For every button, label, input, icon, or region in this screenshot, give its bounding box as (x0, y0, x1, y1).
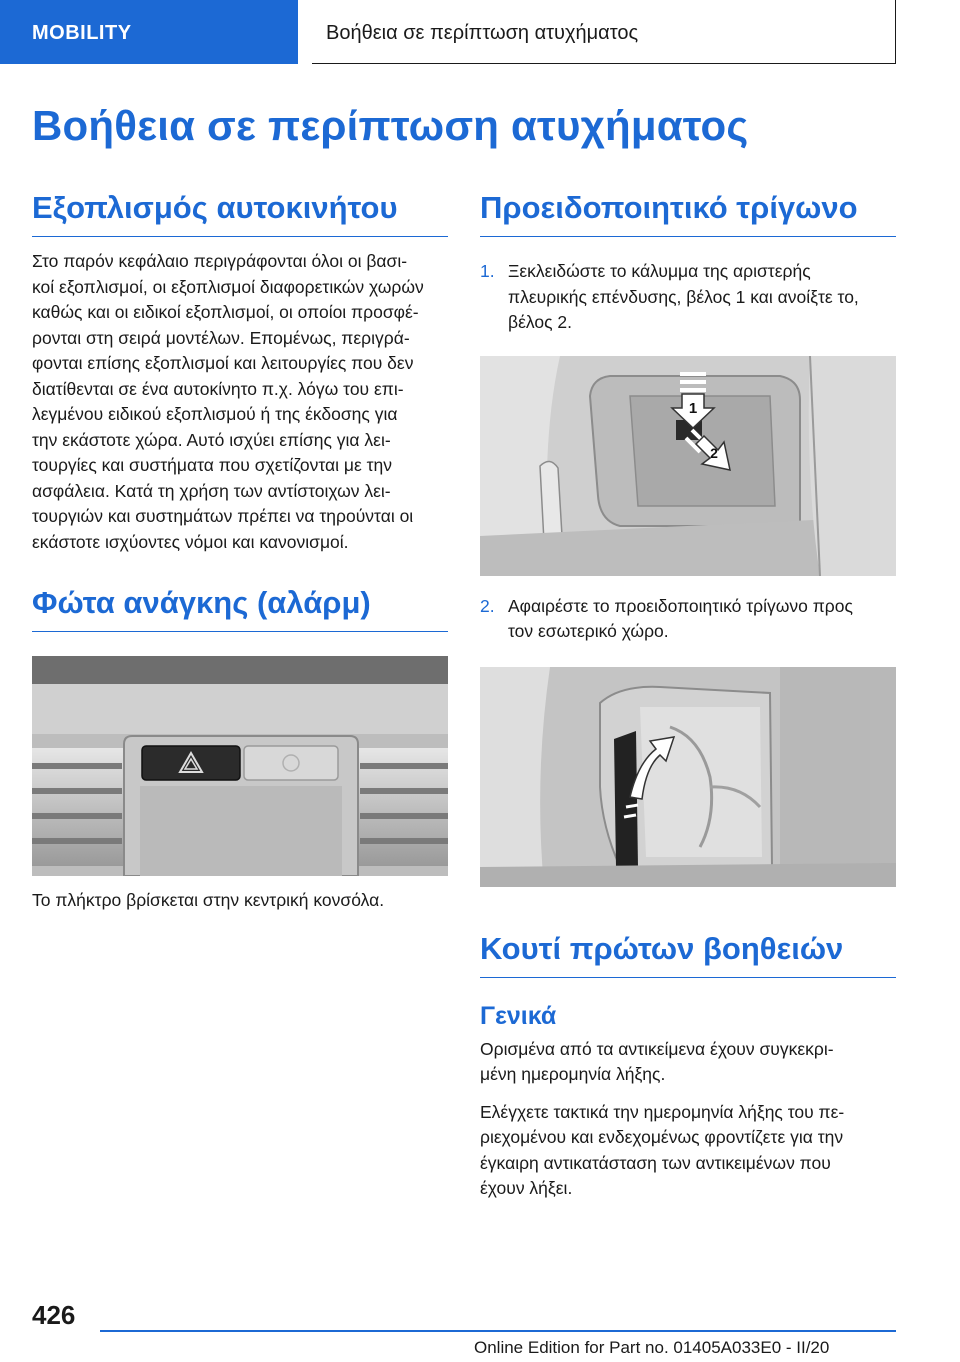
breadcrumb: Βοήθεια σε περίπτωση ατυχήματος (312, 0, 896, 64)
text-line: Ελέγχετε τακτικά την ημερομηνία λήξης του πε‐ (480, 1101, 845, 1122)
console-illustration (32, 656, 448, 876)
first-aid-heading: Κουτί πρώτων βοηθειών (480, 931, 896, 978)
page-number: 426 (32, 1300, 76, 1330)
svg-text:2: 2 (710, 444, 718, 461)
hazard-lights-heading: Φώτα ανάγκης (αλάρμ) (32, 585, 448, 632)
text-line: τουργιών και συστημάτων πρέπει να τηρούνται οι (32, 506, 414, 526)
text-line: φονται επίσης εξοπλισμοί και λειτουργίες που δεν (32, 353, 414, 373)
step-number: 2. (480, 595, 495, 616)
remove-triangle-illustration (480, 667, 896, 887)
text-line: έγκαιρη αντικατάσταση των αντικειμένων που (480, 1152, 831, 1173)
step-number: 1. (480, 261, 495, 281)
text-line: λεγμένου ειδικού εξοπλισμού ή της έκδοσης για (32, 404, 398, 424)
section-tab[interactable]: MOBILITY (0, 0, 298, 64)
hazard-caption: Το πλήκτρο βρίσκεται στην κεντρική κονσόλα. (32, 890, 385, 910)
text-line: τον εσωτερικό χώρο. (508, 621, 669, 641)
text-line: Ξεκλειδώστε το κάλυμμα της αριστερής (508, 261, 811, 281)
hazard-button-image (32, 656, 448, 876)
edition-link[interactable]: Online Edition for Part no. 01405A033E0 - II/20 (474, 1338, 830, 1357)
text-line: Ορισμένα από τα αντικείμενα έχουν συγκεκρι‐ (480, 1038, 834, 1059)
text-line: έχουν λήξει. (480, 1178, 573, 1198)
text-line: την εκάστοτε χώρα. Αυτό ισχύει επίσης για λει‐ (32, 429, 391, 450)
text-line: τουργίες και συστήματα που σχετίζονται με την (32, 455, 393, 475)
general-subheading: Γενικά (480, 1001, 557, 1030)
text-line: εκάστοτε ισχύοντες νόμοι και κανονισμοί. (32, 531, 349, 552)
equipment-paragraph (32, 249, 448, 555)
warning-triangle-heading: Προειδοποιητικό τρίγωνο (480, 190, 896, 237)
text-line: ασφάλεια. Κατά τη χρήση των αντίστοιχων λει‐ (32, 480, 391, 501)
side-trim-cover-image (480, 356, 896, 576)
equipment-heading: Εξοπλισμός αυτοκινήτου (32, 190, 448, 237)
text-line: Στο παρόν κεφάλαιο περιγράφονται όλοι οι βασι‐ (32, 251, 408, 271)
left-column (32, 190, 448, 914)
text-line: Αφαιρέστε το προειδοποιητικό τρίγωνο προς (508, 595, 853, 616)
text-line: διατίθενται σε ένα αυτοκίνητο π.χ. λόγω του επι‐ (32, 378, 404, 399)
text-line: μένη ημερομηνία λήξης. (480, 1064, 666, 1084)
text-line: ριεχομένου και ενδεχομένως φροντίζετε για την (480, 1127, 844, 1147)
text-line: καθώς και οι ειδικοί εξοπλισμοί, οι οποίοι προσφέ‐ (32, 302, 419, 322)
footer-divider (100, 1330, 896, 1332)
text-line: κοί εξοπλισμοί, οι εξοπλισμοί διαφορετικών χωρών (32, 276, 424, 297)
remove-triangle-image (480, 667, 896, 887)
first-aid-paragraph-1 (480, 1037, 896, 1088)
right-column (480, 190, 896, 1202)
page-title: Βοήθεια σε περίπτωση ατυχήματος (32, 102, 749, 149)
text-line: πλευρικής επένδυσης, βέλος 1 και ανοίξτε το, (508, 286, 859, 307)
first-aid-paragraph-2 (480, 1100, 896, 1202)
side-trim-illustration (480, 356, 896, 576)
svg-text:1: 1 (688, 399, 698, 417)
text-line: ρονται στη σειρά μοντέλων. Επομένως, περιγρά‐ (32, 327, 410, 348)
step-1 (480, 259, 896, 336)
step-2 (480, 594, 896, 645)
text-line: βέλος 2. (508, 312, 572, 332)
